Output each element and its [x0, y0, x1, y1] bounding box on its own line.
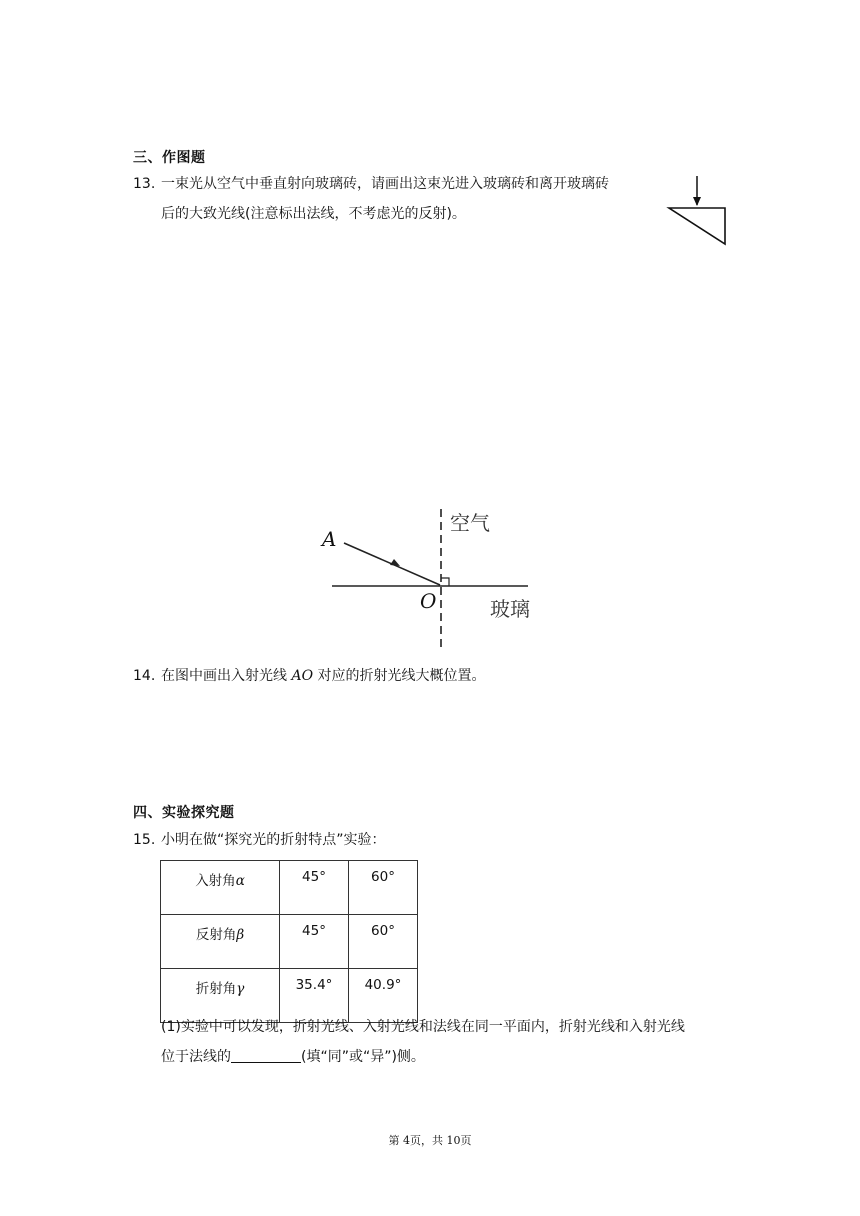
- question-13: [133, 173, 609, 195]
- question-14-math: AO: [291, 668, 314, 684]
- table-cell: 40.9°: [349, 969, 418, 1023]
- question-14: [133, 665, 486, 687]
- label-glass: 玻璃: [490, 597, 530, 621]
- section-title-drawing: 三、作图题: [133, 150, 206, 166]
- page-footer: 第 4页，共 10页: [388, 1134, 472, 1147]
- table-row: [161, 861, 418, 915]
- table-row: [161, 915, 418, 969]
- table-row: [161, 969, 418, 1023]
- incident-ray-ao-arrow: [390, 559, 400, 566]
- section-title-experiment: 四、实验探究题: [133, 805, 235, 821]
- question-15-sub1-after: (填“同”或“异”)侧。: [301, 1049, 425, 1065]
- glass-brick-triangle: [669, 208, 725, 244]
- question-14-number: 14.: [133, 668, 156, 684]
- answer-blank[interactable]: [231, 1048, 301, 1063]
- table-cell-label: 入射角α: [161, 861, 280, 915]
- table-cell-label: 折射角γ: [161, 969, 280, 1023]
- refraction-figure-lines: [320, 505, 550, 655]
- label-air: 空气: [450, 511, 490, 535]
- refraction-figure: [320, 505, 550, 655]
- question-15-sub1-line1: (1)实验中可以发现，折射光线、入射光线和法线在同一平面内，折射光线和入射光线: [161, 1019, 685, 1035]
- glass-brick-figure: [664, 172, 730, 250]
- table-cell-label: 反射角β: [161, 915, 280, 969]
- table-cell: 35.4°: [280, 969, 349, 1023]
- angle-table: [160, 860, 418, 1023]
- question-15: [133, 829, 386, 851]
- question-15-intro: 小明在做“探究光的折射特点”实验：: [161, 832, 386, 848]
- question-15-sub1-before: 位于法线的: [161, 1049, 231, 1065]
- question-13-line2: 后的大致光线(注意标出法线，不考虑光的反射)。: [161, 206, 466, 222]
- question-15-sub1-line2: [161, 1046, 425, 1068]
- table-cell: 60°: [349, 861, 418, 915]
- table-cell: 45°: [280, 915, 349, 969]
- table-cell: 45°: [280, 861, 349, 915]
- question-14-text-before: 在图中画出入射光线: [161, 668, 287, 684]
- right-angle-mark: [441, 578, 449, 586]
- label-o: O: [420, 589, 437, 613]
- question-13-line1: 一束光从空气中垂直射向玻璃砖，请画出这束光进入玻璃砖和离开玻璃砖: [161, 176, 609, 192]
- table-cell: 60°: [349, 915, 418, 969]
- question-15-number: 15.: [133, 832, 156, 848]
- incident-ray-arrow: [693, 197, 701, 206]
- label-a: A: [322, 527, 337, 551]
- question-14-text-after: 对应的折射光线大概位置。: [317, 668, 486, 684]
- question-13-number: 13.: [133, 176, 156, 192]
